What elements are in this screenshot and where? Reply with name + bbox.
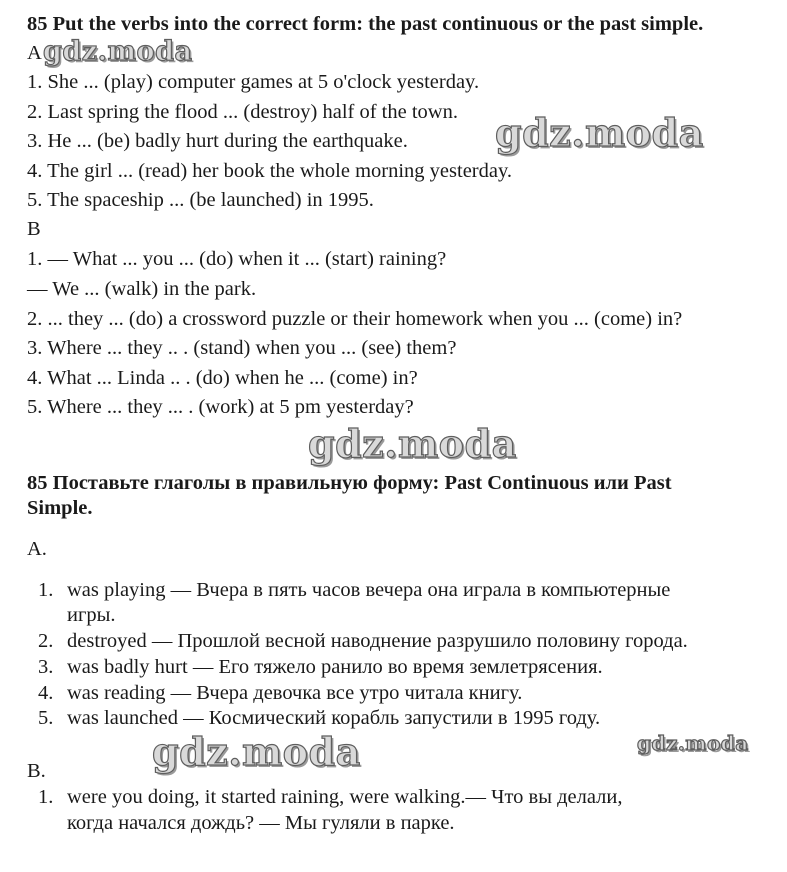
exercise-b-item-4: 4. What ... Linda .. . (do) when he ... (come) in? — [27, 367, 418, 389]
section-a-label-en: A — [27, 42, 42, 64]
exercise-b-item-3: 3. Where ... they .. . (stand) when you ... (see) them? — [27, 337, 457, 359]
exercise-a-item-1: 1. She ... (play) computer games at 5 o'clock yesterday. — [27, 71, 480, 93]
exercise-b-item-1: 1. — What ... you ... (do) when it ... (start) raining? — [27, 248, 447, 270]
answer-number: 1. — [38, 579, 54, 601]
exercise-a-item-4: 4. The girl ... (read) her book the whole morning yesterday. — [27, 160, 513, 182]
answer-number: 3. — [38, 656, 54, 678]
exercise-b-item-5: 5. Where ... they ... . (work) at 5 pm yesterday? — [27, 396, 414, 418]
answer-text: were you doing, it started raining, were walking.— Что вы делали, — [67, 786, 623, 808]
answer-a-4 — [38, 681, 522, 705]
exercise-a-item-2: 2. Last spring the flood ... (destroy) half of the town. — [27, 101, 458, 123]
watermark-logo: gdz.moda — [152, 729, 361, 774]
answer-a-2 — [38, 629, 688, 653]
answer-text: destroyed — Прошлой весной наводнение разрушило половину города. — [67, 630, 688, 652]
section-b-label-en: B — [27, 218, 41, 240]
answer-text: was badly hurt — Его тяжело ранило во время землетрясения. — [67, 656, 603, 678]
answer-text: was reading — Вчера девочка все утро читала книгу. — [67, 682, 523, 704]
answer-number: 1. — [38, 786, 54, 808]
exercise-heading-en: 85 Put the verbs into the correct form: the past continuous or the past simple. — [27, 13, 704, 35]
section-a-label-ru: A. — [27, 538, 47, 560]
section-b-label-ru: B. — [27, 760, 46, 782]
answer-number: 2. — [38, 630, 54, 652]
exercise-a-item-5: 5. The spaceship ... (be launched) in 1995. — [27, 189, 374, 211]
exercise-a-item-3: 3. He ... (be) badly hurt during the earthquake. — [27, 130, 408, 152]
watermark-logo: gdz.moda — [308, 421, 517, 466]
watermark-logo: gdz.moda — [637, 731, 749, 755]
answer-number: 4. — [38, 682, 54, 704]
exercise-heading-ru-cont: Simple. — [27, 497, 93, 519]
answer-a-5 — [38, 706, 600, 730]
answer-b-1 — [38, 785, 622, 809]
answer-a-3 — [38, 655, 603, 679]
exercise-heading-ru: 85 Поставьте глаголы в правильную форму: Past Continuous или Past — [27, 472, 672, 494]
answer-text: was playing — Вчера в пять часов вечера она играла в компьютерные — [67, 579, 671, 601]
answer-text: was launched — Космический корабль запустили в 1995 году. — [67, 707, 601, 729]
answer-a-1-continued: игры. — [67, 604, 116, 626]
answer-number: 5. — [38, 707, 54, 729]
exercise-b-item-2: 2. ... they ... (do) a crossword puzzle or their homework when you ... (come) in? — [27, 308, 683, 330]
exercise-b-item-1-reply: — We ... (walk) in the park. — [27, 278, 257, 300]
answer-a-1 — [38, 578, 670, 602]
watermark-logo: gdz.moda — [495, 110, 704, 155]
watermark-logo: gdz.moda — [43, 36, 193, 67]
answer-b-1-continued: когда начался дождь? — Мы гуляли в парке. — [67, 812, 455, 834]
